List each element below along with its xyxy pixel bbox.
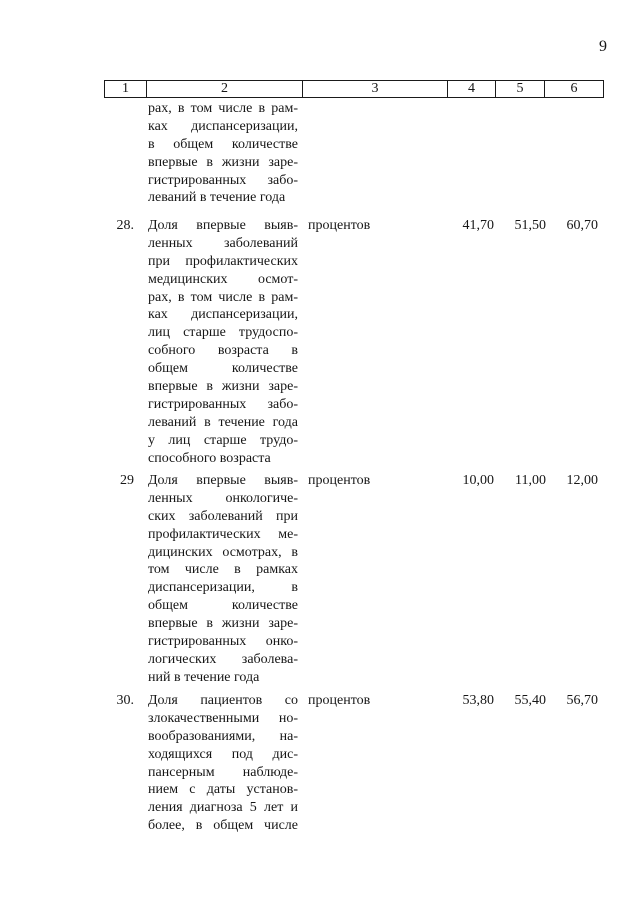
desc-line: более, в общем числе — [148, 818, 298, 834]
row-description — [148, 692, 298, 835]
desc-line: нием с даты установ- — [148, 782, 298, 798]
row-value-col4: 53,80 — [462, 693, 494, 708]
desc-line: ках диспансеризации, — [148, 118, 298, 134]
column-header-5: 5 — [496, 81, 545, 98]
desc-line: пансерным наблюде- — [148, 764, 298, 780]
column-header-table — [104, 80, 604, 98]
column-header-6: 6 — [545, 81, 604, 98]
desc-line: гистрированных забо- — [148, 396, 298, 412]
desc-line: рах, в том числе в рам- — [148, 101, 298, 116]
row-unit: процентов — [308, 693, 371, 708]
desc-line: Доля пациентов со — [148, 693, 298, 708]
desc-line: дицинских осмотрах, в — [148, 544, 298, 560]
desc-line: вообразованиями, на- — [148, 728, 298, 744]
row-number: 30. — [116, 693, 134, 708]
desc-line: ленных онкологиче- — [148, 490, 298, 506]
desc-line: ления диагноза 5 лет и — [148, 800, 298, 816]
desc-line: гистрированных забо- — [148, 172, 298, 188]
column-header-2: 2 — [147, 81, 303, 98]
desc-line: злокачественными но- — [148, 710, 298, 726]
row-value-col4: 41,70 — [462, 218, 494, 233]
row-value-col6: 12,00 — [566, 473, 598, 488]
page-number: 9 — [599, 38, 607, 55]
row-value-col4: 10,00 — [462, 473, 494, 488]
row-number: 28. — [116, 218, 134, 233]
desc-line: ках диспансеризации, — [148, 307, 298, 323]
desc-line: медицинских осмот- — [148, 271, 298, 287]
desc-line: ленных заболеваний — [148, 235, 298, 251]
row-unit: процентов — [308, 218, 371, 233]
column-header-4: 4 — [448, 81, 496, 98]
desc-line: при профилактических — [148, 253, 298, 269]
desc-line: профилактических ме- — [148, 526, 298, 542]
row-description — [148, 472, 298, 687]
desc-line: леваний в течение года — [148, 190, 286, 206]
desc-line: леваний в течение года — [148, 414, 298, 430]
desc-line: собного возраста в — [148, 343, 298, 359]
desc-line: гистрированных онко- — [148, 634, 298, 650]
desc-line: способного возраста — [148, 450, 271, 466]
desc-line: общем количестве — [148, 361, 298, 377]
desc-line: Доля впервые выяв- — [148, 218, 298, 233]
desc-line: диспансеризации, в — [148, 580, 298, 596]
desc-line: ний в течение года — [148, 669, 260, 685]
desc-line: логических заболева- — [148, 651, 298, 667]
desc-line: впервые в жизни заре- — [148, 154, 298, 170]
desc-line: том числе в рамках — [148, 562, 298, 578]
desc-line: впервые в жизни заре- — [148, 616, 298, 632]
desc-line: ходящихся под дис- — [148, 746, 298, 762]
row-value-col6: 60,70 — [566, 218, 598, 233]
row-number: 29 — [120, 473, 134, 488]
column-header-row — [105, 81, 604, 98]
row-value-col5: 11,00 — [515, 473, 546, 488]
row-description — [148, 217, 298, 467]
desc-line: ских заболеваний при — [148, 508, 298, 524]
desc-line: Доля впервые выяв- — [148, 473, 298, 488]
desc-line: у лиц старше трудо- — [148, 432, 298, 448]
desc-line: лиц старше трудоспо- — [148, 325, 298, 341]
desc-line: в общем количестве — [148, 136, 298, 152]
desc-line: общем количестве — [148, 598, 298, 614]
column-header-3: 3 — [303, 81, 448, 98]
row-value-col6: 56,70 — [566, 693, 598, 708]
row-unit: процентов — [308, 473, 371, 488]
column-header-1: 1 — [105, 81, 147, 98]
continued-description — [148, 100, 298, 207]
desc-line: впервые в жизни заре- — [148, 379, 298, 395]
row-value-col5: 51,50 — [514, 218, 546, 233]
row-value-col5: 55,40 — [514, 693, 546, 708]
desc-line: рах, в том числе в рам- — [148, 289, 298, 305]
